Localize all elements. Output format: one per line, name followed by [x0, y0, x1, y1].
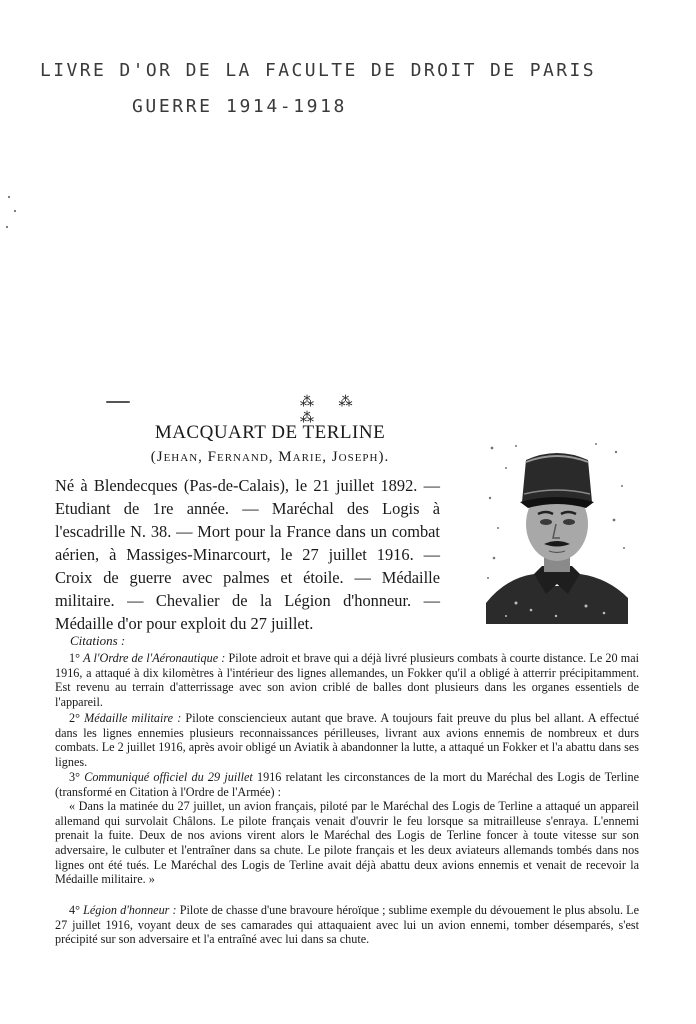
scan-speck — [6, 226, 8, 228]
citation-text: Pilote adroit et brave qui a déjà livré plusieurs combats à courte distance. Le 20 mai 1916, a attaqué à dix kilomètres à l'intérieur des lignes allemandes, un Fokker qu'il a obligé à atterrir précipitamment. Est revenu au terrain d'atterrissage avec son avion criblé de balles dont plusieurs dans les organes essentiels de l'appareil. — [55, 651, 640, 709]
soldier-name: MACQUART DE TERLINE — [154, 422, 386, 443]
citation-1 — [55, 651, 639, 709]
citation-number: 3° — [69, 770, 80, 784]
citation-text: 1916 relatant les circonstances de la mort du Maréchal des Logis de Terline (transformé en Citation à l'Ordre de l'Armée) : — [55, 770, 640, 799]
book-title-header: LIVRE D'OR DE LA FACULTE DE DROIT DE PARIS — [40, 60, 596, 81]
citation-label: A l'Ordre de l'Aéronautique : — [83, 651, 226, 665]
citation-label: Communiqué officiel du 29 juillet — [84, 770, 253, 784]
citation-text: Pilote de chasse d'une bravoure héroïque ; sublime exemple du dévouement le plus absolu. Le 27 juillet 1916, voyant deux de ses camarades qui attaquaient avec lui un avion ennemi, tomber désemparés, s'est précipité sur son adversaire et l'a entraîné avec lui dans sa chute. — [55, 903, 640, 947]
ornament-stars: ⁂ ⁂ ⁂ — [300, 394, 363, 426]
citation-number: 4° — [69, 903, 80, 917]
given-names: (Jehan, Fernand, Marie, Joseph). — [150, 449, 390, 465]
citation-label: Légion d'honneur : — [83, 903, 177, 917]
citation-quote: « Dans la matinée du 27 juillet, un avion français, piloté par le Maréchal des Logis de Terline a attaqué un appareil allemand qui survolait Châlons. Le pilote français venait d'ouvrir le feu lorsque sa mitrailleuse s'enraya. L'ennemi prenait la fuite. Deux de nos avions virent alors le Maréchal des Logis de Terline foncer à toute vitesse sur son adversaire, le culbuter et l'entraîner dans sa chute. Le pilote français et les deux aviateurs allemands tombés dans nos lignes ont été tués. Le Maréchal des Logis de Terline avait déjà abattu deux avions ennemis et venait de recevoir la Médaille militaire. » — [55, 799, 639, 887]
citation-number: 1° — [69, 651, 80, 665]
citation-label: Médaille militaire : — [84, 711, 182, 725]
war-years-header: GUERRE 1914-1918 — [132, 96, 347, 117]
scan-speck — [8, 196, 10, 198]
soldier-portrait — [486, 438, 628, 624]
citation-4 — [55, 903, 639, 947]
scan-speck — [106, 401, 130, 403]
citation-number: 2° — [69, 711, 80, 725]
scan-speck — [14, 210, 16, 212]
biography-paragraph: Né à Blendecques (Pas-de-Calais), le 21 juillet 1892. — Etudiant de 1re année. — Maréchal des Logis à l'escadrille N. 38. — Mort pour la France dans un combat aérien, à Massiges-Minarcourt, le 27 juillet 1916. — Croix de guerre avec palmes et étoile. — Médaille militaire. — Chevalier de la Légion d'honneur. — Médaille d'or pour exploit du 27 juillet. — [55, 476, 440, 633]
citation-2 — [55, 711, 639, 769]
citations-title: Citations : — [70, 633, 126, 648]
citation-text: Pilote consciencieux autant que brave. A toujours fait preuve du plus bel allant. A effectué dans les lignes ennemies plusieurs reconnaissances périlleuses, livrant aux avions ennemis de nombreux et durs combats. Le 2 juillet 1916, après avoir obligé un Aviatik à abandonner la lutte, a attaqué un Fokker et l'a abattu dans ses lignes. — [55, 711, 640, 769]
citation-3 — [55, 770, 639, 887]
